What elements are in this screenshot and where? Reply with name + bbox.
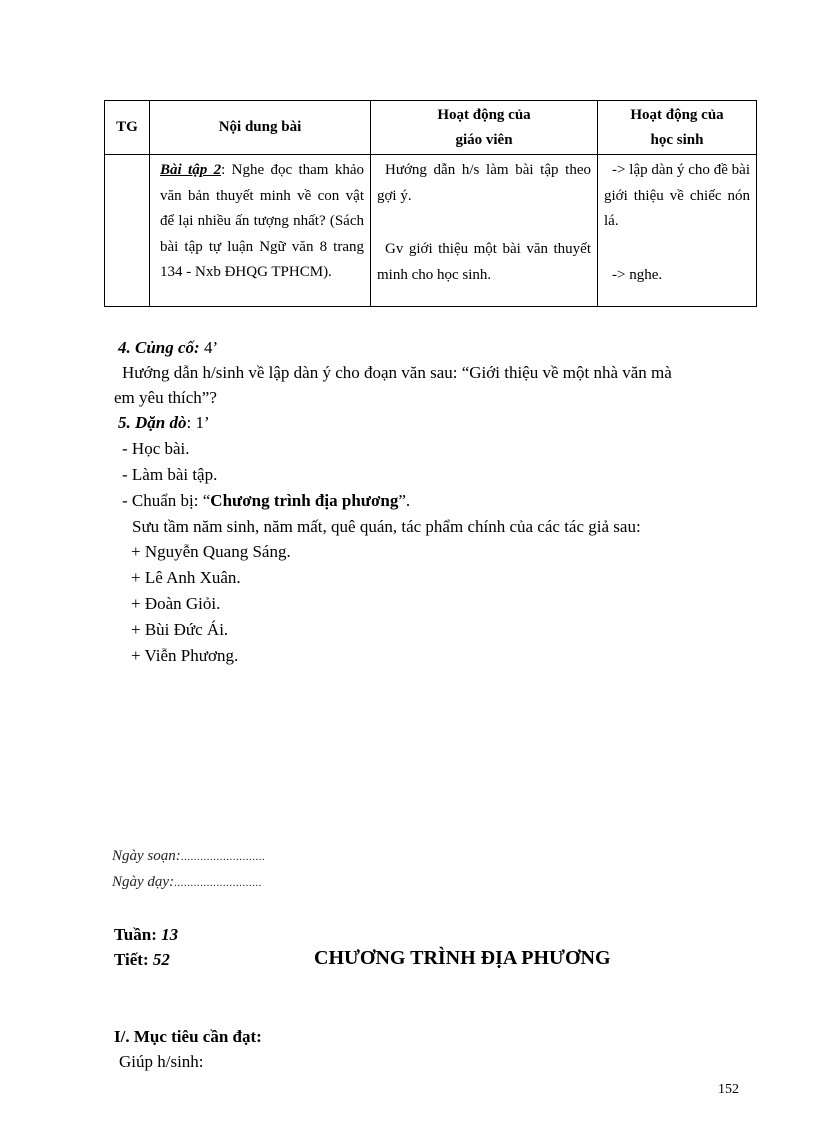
author-item: + Bùi Đức Ái.	[131, 620, 229, 639]
section4-time: 4’	[199, 338, 219, 357]
period-number: 52	[152, 950, 170, 969]
list-item: - Học bài.	[122, 439, 190, 458]
week-label: Tuần:	[114, 925, 157, 944]
teach-date-line	[112, 874, 262, 891]
section4-heading-line	[118, 336, 218, 360]
objectives-text: Giúp h/sinh:	[119, 1052, 204, 1071]
header-student	[598, 101, 757, 155]
author-item: + Lê Anh Xuân.	[131, 568, 241, 587]
lesson-table	[104, 100, 757, 307]
header-content: Nội dung bài	[150, 101, 371, 155]
section4-heading: 4. Củng cố:	[118, 338, 200, 357]
section4-text-line2: em yêu thích”?	[114, 388, 217, 407]
exercise-label: Bài tập 2	[160, 162, 222, 178]
prepare-suffix: ”.	[398, 491, 411, 510]
header-student-line2: học sinh	[650, 131, 704, 148]
author-item: + Đoàn Giỏi.	[131, 594, 221, 613]
header-teacher	[371, 101, 598, 155]
cell-teacher	[371, 155, 598, 307]
period-label: Tiết:	[114, 950, 149, 969]
cell-content	[150, 155, 371, 307]
section5-heading-line	[118, 411, 210, 435]
section5-time: : 1’	[186, 413, 210, 432]
prep-date-line	[112, 848, 265, 865]
prepare-prefix: - Chuẩn bị: “	[122, 491, 211, 510]
cell-tg	[105, 155, 150, 307]
collect-instruction: Sưu tầm năm sinh, năm mất, quê quán, tác phẩm chính của các tác giả sau:	[132, 517, 641, 536]
author-item: + Nguyễn Quang Sáng.	[131, 542, 291, 561]
period-line	[114, 948, 170, 972]
page-number: 152	[718, 1082, 739, 1097]
header-tg: TG	[105, 101, 150, 155]
table-header-row	[105, 101, 757, 155]
header-teacher-line1: Hoạt động của	[437, 106, 531, 123]
prep-date-label: Ngày soạn:	[112, 848, 181, 864]
header-student-line1: Hoạt động của	[630, 106, 724, 123]
prep-date-dots: ..........................	[180, 851, 266, 863]
list-item: - Làm bài tập.	[122, 465, 218, 484]
page-title: CHƯƠNG TRÌNH ĐỊA PHƯƠNG	[314, 947, 611, 969]
exercise-text: : Nghe đọc tham khảo văn bản thuyết minh về con vật để lại nhiều ấn tượng nhất? (Sách bài tập tự luận Ngữ văn 8 trang 134 - Nxb ĐHQG TPHCM).	[160, 162, 365, 280]
teach-date-label: Ngày dạy:	[112, 874, 175, 890]
section4-text-line1: Hướng dẫn h/sinh về lập dàn ý cho đoạn văn sau: “Giới thiệu về một nhà văn mà	[122, 363, 672, 382]
prepare-line	[122, 489, 410, 513]
teacher-activity-1: Hướng dẫn h/s làm bài tập theo gợi ý.	[377, 162, 591, 204]
table-row	[105, 155, 757, 307]
objectives-heading: I/. Mục tiêu cần đạt:	[114, 1027, 262, 1046]
student-activity-1: -> lập dàn ý cho đề bài giới thiệu về chiếc nón lá.	[604, 162, 750, 229]
header-teacher-line2: giáo viên	[455, 131, 513, 148]
teacher-activity-2: Gv giới thiệu một bài văn thuyết minh cho học sinh.	[377, 241, 591, 283]
author-item: + Viễn Phương.	[131, 646, 239, 665]
week-line	[114, 923, 178, 947]
teach-date-dots: ...........................	[174, 877, 262, 889]
prepare-title: Chương trình địa phương	[210, 491, 399, 510]
cell-student	[598, 155, 757, 307]
week-number: 13	[161, 925, 179, 944]
section5-heading: 5. Dặn dò	[118, 413, 187, 432]
student-activity-2: -> nghe.	[612, 266, 663, 283]
